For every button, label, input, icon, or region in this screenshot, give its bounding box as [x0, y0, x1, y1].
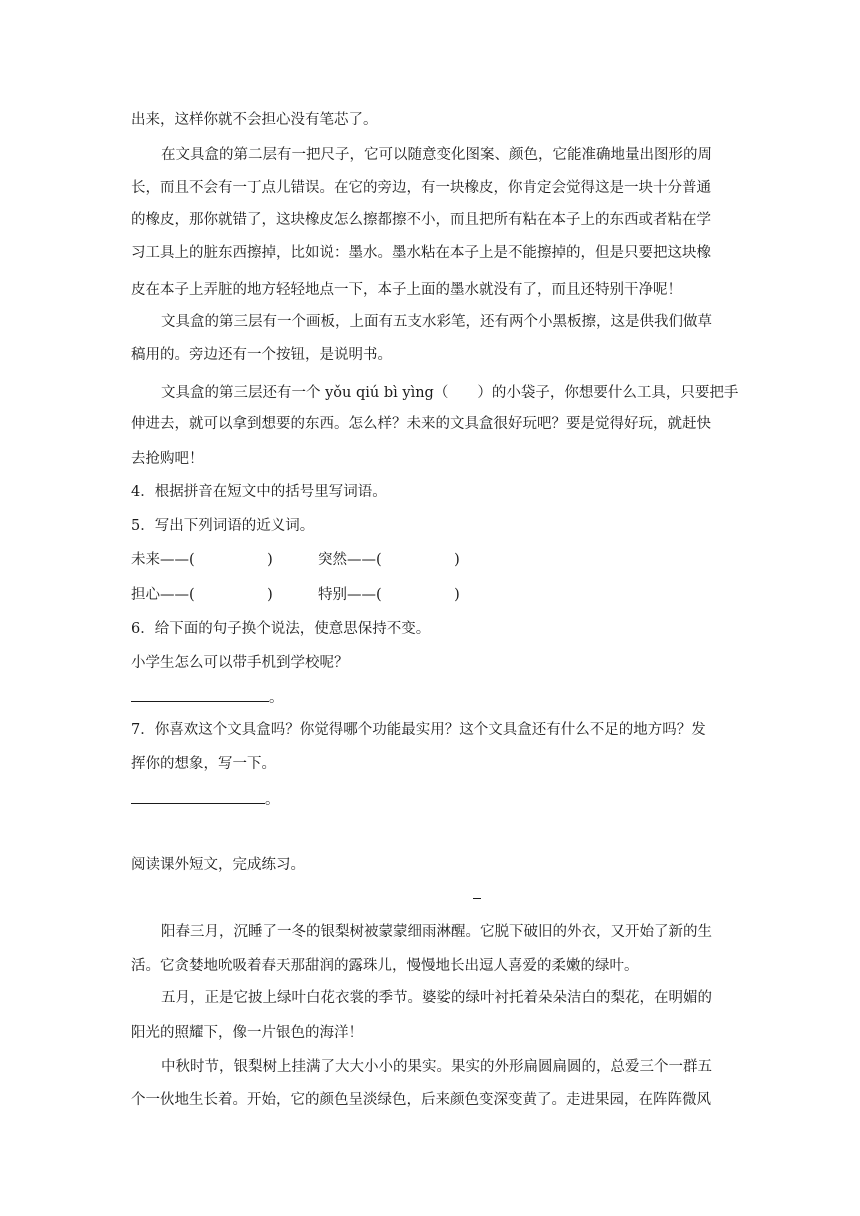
passage-line: 中秋时节，银梨树上挂满了大大小小的果实。果实的外形扁圆扁圆的，总爱三个一群五 — [161, 1059, 712, 1075]
passage-line: 文具盒的第三层有一个画板，上面有五支水彩笔，还有两个小黑板擦，这是供我们做草 — [161, 314, 712, 330]
question-6-sentence: 小学生怎么可以带手机到学校呢？ — [131, 655, 349, 671]
question-5: 5．写出下列词语的近义词。 — [131, 518, 315, 534]
passage-line: 去抢购吧！ — [131, 451, 204, 467]
passage-line: 个一伙地生长着。开始，它的颜色呈淡绿色，后来颜色变深变黄了。走进果园，在阵阵微风 — [131, 1092, 711, 1108]
synonym-item-sudden[interactable]: 突然——( ) — [318, 552, 460, 568]
passage-line: 出来，这样你就不会担心没有笔芯了。 — [131, 112, 378, 128]
passage-line: 文具盒的第三层还有一个 yǒu qiú bì yìng（ ）的小袋子，你想要什么工具，只要把手 — [161, 385, 739, 401]
synonym-item-special[interactable]: 特别——( ) — [318, 587, 460, 603]
synonym-item-worry[interactable]: 担心——( ) — [131, 587, 273, 603]
passage-line: 稿用的。旁边还有一个按钮，是说明书。 — [131, 347, 392, 363]
answer-period: 。 — [269, 690, 284, 706]
passage-line: 阳春三月，沉睡了一冬的银梨树被蒙蒙细雨淋醒。它脱下破旧的外衣，又开始了新的生 — [161, 924, 712, 940]
answer-line-q7[interactable] — [131, 789, 280, 810]
question-7: 挥你的想象，写一下。 — [131, 756, 276, 772]
synonym-item-future[interactable]: 未来——( ) — [131, 552, 273, 568]
passage-line: 皮在本子上弄脏的地方轻轻地点一下，本子上面的墨水就没有了，而且还特别干净呢！ — [131, 282, 682, 298]
answer-line-q6[interactable] — [131, 687, 284, 708]
passage-line: 五月，正是它披上绿叶白花衣裳的季节。婆娑的绿叶衬托着朵朵洁白的梨花，在明媚的 — [161, 990, 712, 1006]
question-6: 6．给下面的句子换个说法，使意思保持不变。 — [131, 621, 431, 637]
question-4: 4．根据拼音在短文中的括号里写词语。 — [131, 484, 387, 500]
reading-instruction: 阅读课外短文，完成练习。 — [131, 857, 305, 873]
passage-line: 长，而且不会有一丁点儿错误。在它的旁边，有一块橡皮，你肯定会觉得这是一块十分普通 — [131, 180, 711, 196]
passage-line: 习工具上的脏东西擦掉，比如说：墨水。墨水粘在本子上是不能擦掉的，但是只要把这块橡 — [131, 245, 711, 261]
title-dash — [473, 898, 481, 899]
passage-line: 的橡皮，那你就错了，这块橡皮怎么擦都擦不小，而且把所有粘在本子上的东西或者粘在学 — [131, 212, 711, 228]
passage-line: 阳光的照耀下，像一片银色的海洋！ — [131, 1025, 363, 1041]
passage-line: 活。它贪婪地吮吸着春天那甜润的露珠儿，慢慢地长出逗人喜爱的柔嫩的绿叶。 — [131, 958, 639, 974]
question-7: 7．你喜欢这个文具盒吗？你觉得哪个功能最实用？这个文具盒还有什么不足的地方吗？发 — [131, 722, 706, 738]
answer-period: 。 — [265, 792, 280, 808]
passage-line: 在文具盒的第二层有一把尺子，它可以随意变化图案、颜色，它能准确地量出图形的周 — [161, 147, 712, 163]
passage-line: 伸进去，就可以拿到想要的东西。怎么样？未来的文具盒很好玩吧？要是觉得好玩，就赶快 — [131, 416, 711, 432]
